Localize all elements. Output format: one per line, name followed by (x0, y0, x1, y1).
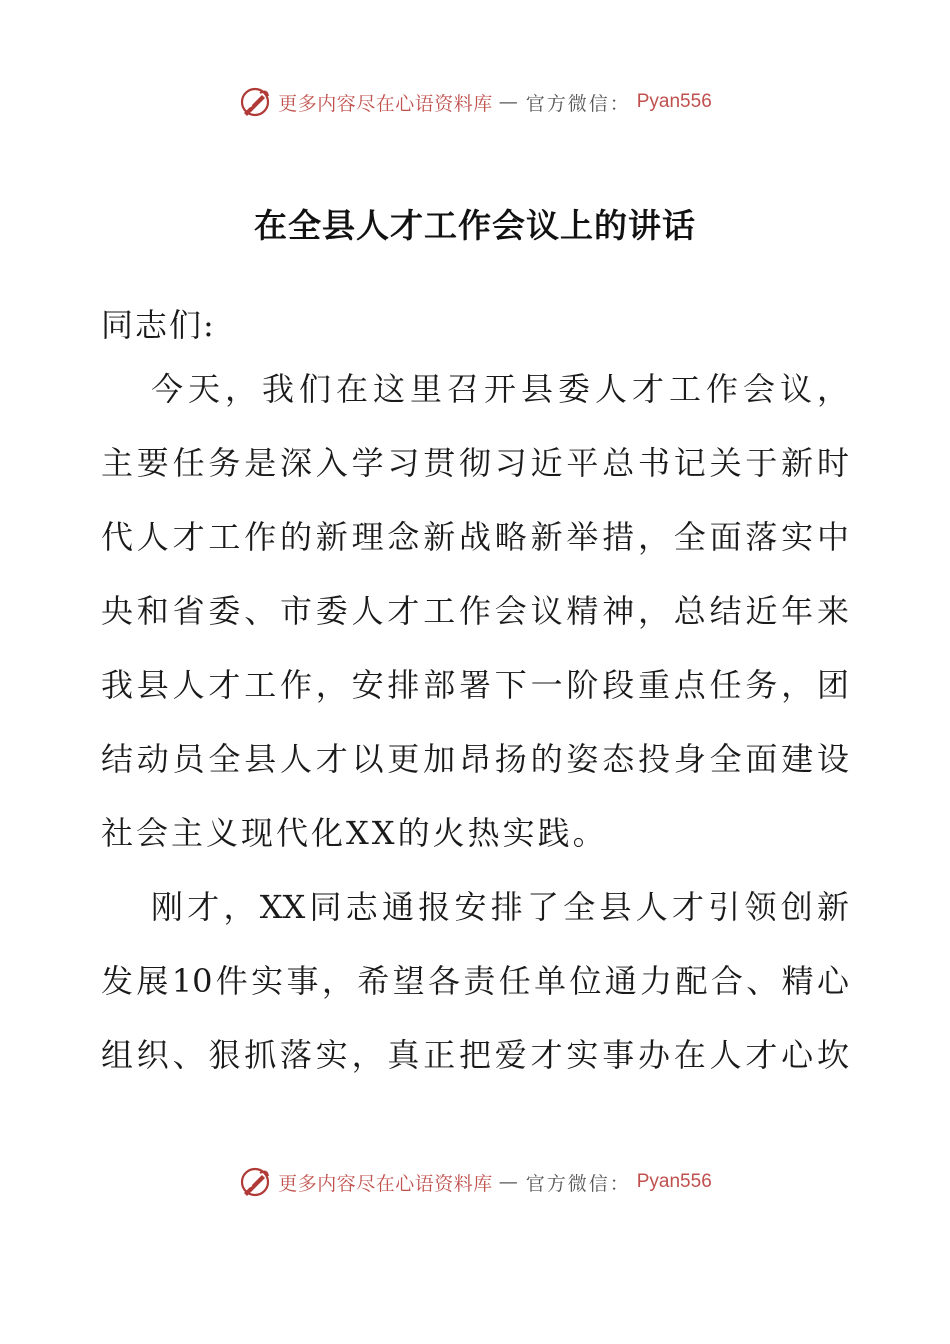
text-line: 代人才工作的新理念新战略新举措，全面落实中 (101, 518, 849, 556)
banner-site-text: 更多内容尽在心语资料库 (278, 92, 493, 115)
banner-wechat-id: Pyan556 (636, 91, 712, 112)
text-line: 央和省委、市委人才工作会议精神，总结近年来 (101, 592, 849, 630)
text-line: 今天，我们在这里召开县委人才工作会议， (151, 370, 849, 408)
paragraph-2 (101, 870, 849, 1092)
pen-logo-icon (238, 1165, 272, 1199)
banner-site-text: 更多内容尽在心语资料库 (278, 1172, 493, 1195)
text-line: 刚才，XX同志通报安排了全县人才引领创新 (151, 888, 849, 926)
footer-banner (0, 1162, 950, 1202)
text-line: 结动员全县人才以更加昂扬的姿态投身全面建设 (101, 740, 849, 778)
banner-wechat-id: Pyan556 (636, 1171, 712, 1192)
text-line: 主要任务是深入学习贯彻习近平总书记关于新时 (101, 444, 849, 482)
banner-dash: — (498, 1171, 520, 1193)
header-banner (0, 82, 950, 122)
banner-wechat-label: 官方微信： (525, 92, 631, 115)
text-line: 发展10件实事，希望各责任单位通力配合、精心 (101, 962, 849, 1000)
text-line: 社会主义现代化XX的火热实践。 (101, 814, 608, 852)
document-title: 在全县人才工作会议上的讲话 (254, 206, 696, 245)
banner-wechat-label: 官方微信： (525, 1172, 631, 1195)
text-line: 组织、狠抓落实，真正把爱才实事办在人才心坎 (101, 1036, 849, 1074)
text-line: 我县人才工作，安排部署下一阶段重点任务，团 (101, 666, 849, 704)
pen-logo-icon (238, 85, 272, 119)
banner-dash: — (498, 91, 520, 113)
salutation: 同志们: (101, 306, 216, 344)
paragraph-1 (101, 352, 849, 870)
